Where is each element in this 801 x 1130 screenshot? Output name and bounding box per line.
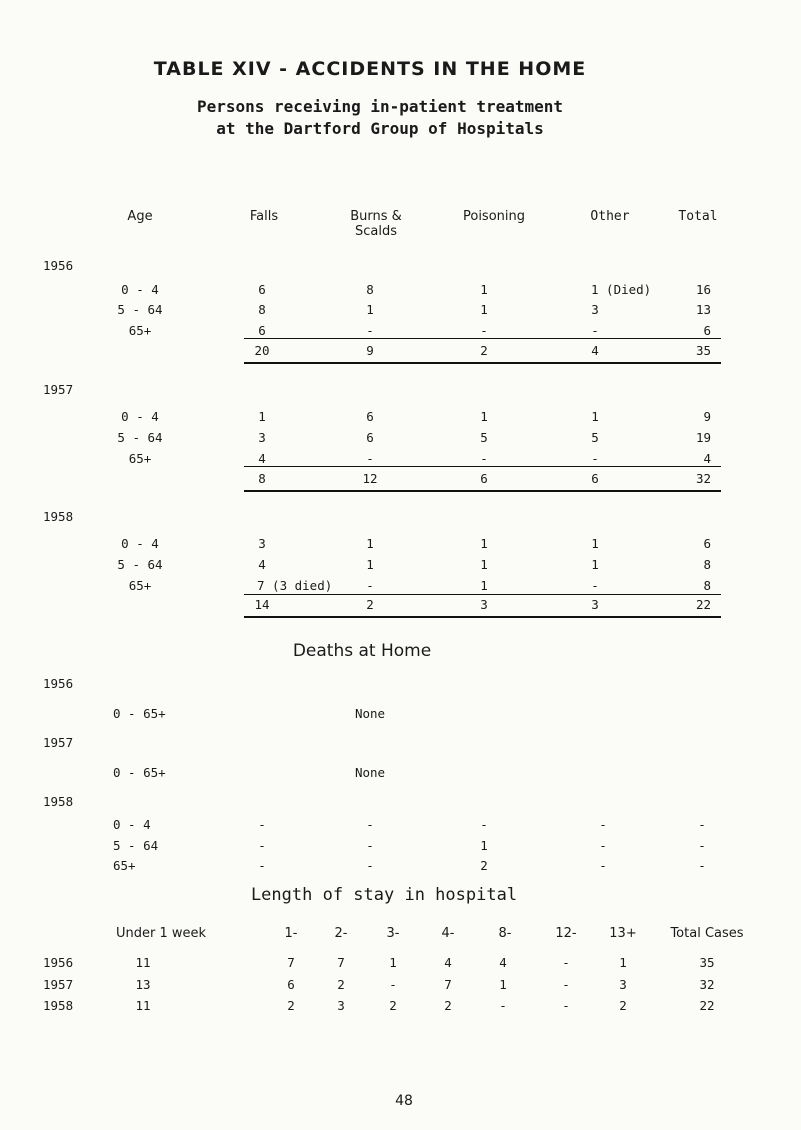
other-cell: -: [599, 858, 607, 873]
age-cell: 5 - 64: [113, 838, 159, 853]
falls-total: 20: [254, 343, 270, 358]
subtotal-rule: [244, 466, 721, 467]
age-cell: 5 - 64: [117, 302, 163, 317]
burns-cell: -: [366, 858, 374, 873]
age-cell: 0 - 4: [121, 282, 159, 297]
total-rule: [244, 362, 721, 364]
poisoning-total: 6: [480, 471, 488, 486]
week-3-cell: 2: [389, 998, 397, 1013]
burns-cell: 8: [366, 282, 374, 297]
poisoning-cell: 1: [480, 282, 488, 297]
falls-cell: 6: [258, 282, 266, 297]
burns-cell: 6: [366, 409, 374, 424]
page-title: TABLE XIV - ACCIDENTS IN THE HOME: [153, 58, 587, 80]
other-cell: 1: [591, 536, 599, 551]
poisoning-cell: 2: [480, 858, 488, 873]
other-cell: 1: [591, 409, 599, 424]
subtitle-line-1: Persons receiving in-patient treatment: [196, 97, 564, 116]
week-8-cell: 1: [499, 977, 507, 992]
burns-total: 12: [362, 471, 378, 486]
poisoning-cell: 1: [480, 578, 488, 593]
year-label: 1957: [43, 977, 74, 992]
burns-cell: -: [366, 838, 374, 853]
age-cell: 0 - 4: [113, 817, 151, 832]
age-cell: 5 - 64: [117, 557, 163, 572]
total-cell: 13: [695, 302, 711, 317]
week-3-cell: 1: [389, 955, 397, 970]
burns-cell: 1: [366, 557, 374, 572]
burns-cell: 1: [366, 536, 374, 551]
col-header-4-weeks: 4-: [441, 926, 455, 941]
year-label: 1956: [43, 676, 74, 691]
week-8-cell: 4: [499, 955, 507, 970]
week-12-cell: -: [562, 977, 570, 992]
total-rule: [244, 490, 721, 492]
year-label: 1958: [43, 794, 74, 809]
subtotal-rule: [244, 338, 721, 339]
age-cell: 65+: [128, 451, 152, 466]
total-cell: 8: [703, 557, 711, 572]
age-cell: 0 - 4: [121, 409, 159, 424]
falls-cell: -: [258, 838, 266, 853]
week-8-cell: -: [499, 998, 507, 1013]
falls-cell: 1: [258, 409, 266, 424]
burns-cell: -: [366, 323, 374, 338]
total-cell: 6: [703, 536, 711, 551]
burns-cell: 6: [366, 430, 374, 445]
poisoning-cell: -: [480, 323, 488, 338]
falls-cell: 4: [258, 557, 266, 572]
total-cell: 6: [703, 323, 711, 338]
week-1-cell: 7: [287, 955, 295, 970]
other-cell: 5: [591, 430, 599, 445]
burns-cell: -: [366, 817, 374, 832]
year-label: 1957: [43, 735, 74, 750]
col-header-burns-2: Scalds: [354, 224, 398, 239]
none-value: None: [354, 706, 386, 721]
other-cell: -: [599, 817, 607, 832]
other-total: 4: [591, 343, 599, 358]
col-header-other: Other: [590, 209, 630, 224]
falls-cell: 7 (3 died): [257, 578, 333, 593]
col-header-falls: Falls: [249, 209, 279, 224]
falls-cell: 3: [258, 536, 266, 551]
burns-cell: -: [366, 578, 374, 593]
total-cell: -: [698, 838, 706, 853]
total-cell: 9: [703, 409, 711, 424]
total-cell: 4: [703, 451, 711, 466]
deaths-heading: Deaths at Home: [292, 641, 432, 661]
falls-total: 8: [258, 471, 266, 486]
total-cell: -: [698, 858, 706, 873]
other-cell: -: [591, 323, 599, 338]
other-cell: 1: [591, 557, 599, 572]
col-header-total: Total: [678, 209, 718, 224]
col-header-2-weeks: 2-: [334, 926, 348, 941]
other-cell: 3: [591, 302, 599, 317]
falls-cell: 8: [258, 302, 266, 317]
total-cell: 19: [695, 430, 711, 445]
under-1-week-cell: 13: [135, 977, 151, 992]
poisoning-cell: -: [480, 451, 488, 466]
col-header-total-cases: Total Cases: [670, 926, 744, 941]
falls-total: 14: [254, 597, 270, 612]
falls-cell: 6: [258, 323, 266, 338]
poisoning-cell: -: [480, 817, 488, 832]
age-cell: 5 - 64: [117, 430, 163, 445]
week-2-cell: 7: [337, 955, 345, 970]
subtitle-line-2: at the Dartford Group of Hospitals: [216, 119, 544, 138]
year-label: 1957: [43, 382, 74, 397]
age-cell: 0 - 65+: [113, 765, 166, 780]
poisoning-cell: 1: [480, 838, 488, 853]
week-13-cell: 3: [619, 977, 627, 992]
stay-heading: Length of stay in hospital: [250, 885, 518, 905]
col-header-13-plus-weeks: 13+: [609, 926, 637, 941]
total-cases-cell: 22: [699, 998, 715, 1013]
under-1-week-cell: 11: [135, 998, 151, 1013]
age-cell: 0 - 4: [121, 536, 159, 551]
total-cases-cell: 35: [699, 955, 715, 970]
age-cell: 65+: [113, 858, 136, 873]
year-label: 1958: [43, 998, 74, 1013]
col-header-8-weeks: 8-: [498, 926, 512, 941]
week-13-cell: 1: [619, 955, 627, 970]
poisoning-total: 2: [480, 343, 488, 358]
grand-total: 22: [695, 597, 711, 612]
poisoning-cell: 1: [480, 536, 488, 551]
col-header-under-1-week: Under 1 week: [116, 926, 207, 941]
week-2-cell: 3: [337, 998, 345, 1013]
other-cell: -: [591, 451, 599, 466]
other-total: 6: [591, 471, 599, 486]
burns-total: 9: [366, 343, 374, 358]
under-1-week-cell: 11: [135, 955, 151, 970]
year-label: 1956: [43, 955, 74, 970]
week-4-cell: 2: [444, 998, 452, 1013]
col-header-poisoning: Poisoning: [462, 209, 526, 224]
total-cell: -: [698, 817, 706, 832]
total-cases-cell: 32: [699, 977, 715, 992]
poisoning-cell: 1: [480, 557, 488, 572]
burns-total: 2: [366, 597, 374, 612]
poisoning-cell: 1: [480, 409, 488, 424]
year-label: 1956: [43, 258, 74, 273]
week-4-cell: 4: [444, 955, 452, 970]
other-cell: 1 (Died): [591, 282, 652, 297]
poisoning-cell: 1: [480, 302, 488, 317]
grand-total: 32: [695, 471, 711, 486]
poisoning-total: 3: [480, 597, 488, 612]
total-rule: [244, 616, 721, 618]
col-header-3-weeks: 3-: [386, 926, 400, 941]
falls-cell: 4: [258, 451, 266, 466]
page-number: 48: [395, 1093, 413, 1109]
week-1-cell: 2: [287, 998, 295, 1013]
grand-total: 35: [695, 343, 711, 358]
week-12-cell: -: [562, 955, 570, 970]
subtotal-rule: [244, 594, 721, 595]
poisoning-cell: 5: [480, 430, 488, 445]
col-header-12-weeks: 12-: [555, 926, 577, 941]
age-cell: 0 - 65+: [113, 706, 166, 721]
col-header-age: Age: [127, 209, 153, 224]
burns-cell: 1: [366, 302, 374, 317]
other-cell: -: [591, 578, 599, 593]
week-13-cell: 2: [619, 998, 627, 1013]
burns-cell: -: [366, 451, 374, 466]
year-label: 1958: [43, 509, 74, 524]
week-1-cell: 6: [287, 977, 295, 992]
age-cell: 65+: [128, 578, 152, 593]
week-4-cell: 7: [444, 977, 452, 992]
age-cell: 65+: [128, 323, 152, 338]
week-3-cell: -: [389, 977, 397, 992]
week-2-cell: 2: [337, 977, 345, 992]
week-12-cell: -: [562, 998, 570, 1013]
falls-cell: -: [258, 817, 266, 832]
col-header-1-week: 1-: [284, 926, 298, 941]
none-value: None: [354, 765, 386, 780]
falls-cell: -: [258, 858, 266, 873]
falls-cell: 3: [258, 430, 266, 445]
other-cell: -: [599, 838, 607, 853]
col-header-burns-1: Burns &: [350, 209, 402, 224]
total-cell: 8: [703, 578, 711, 593]
other-total: 3: [591, 597, 599, 612]
total-cell: 16: [695, 282, 711, 297]
